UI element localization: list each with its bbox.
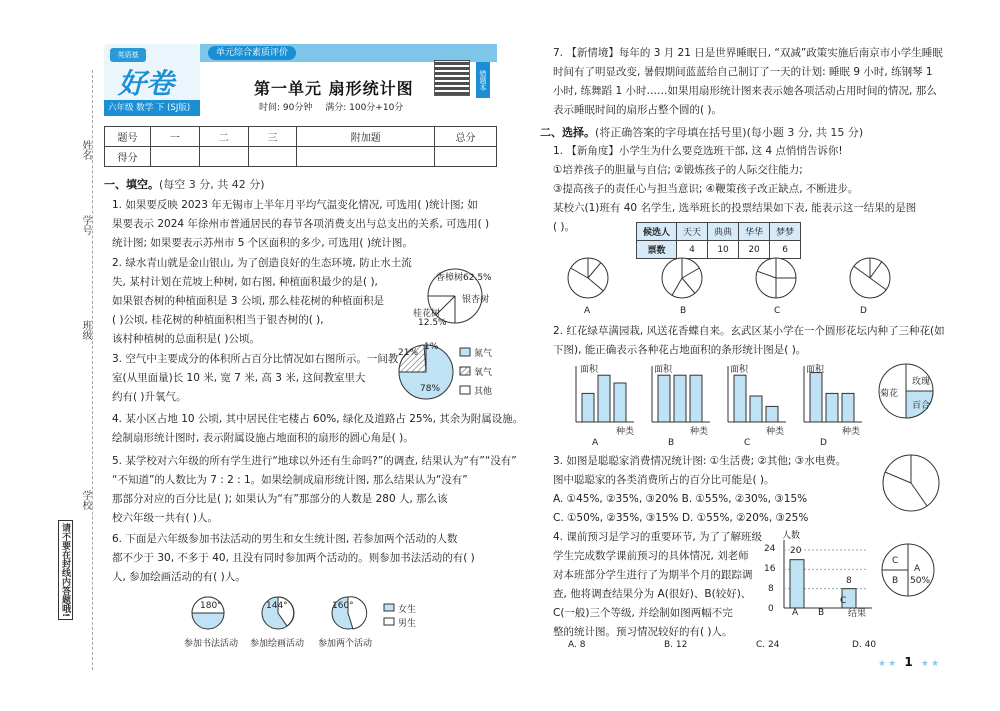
bar-ylabel: 面积 <box>730 365 749 375</box>
choice-3 <box>553 452 846 528</box>
score-value-row <box>105 147 497 167</box>
question-line: 都不少于 30, 不多于 40, 且没有同时参加两个活动的。则参加书法活动的有( ) <box>112 552 475 564</box>
strip-label: 单元综合素质评价 <box>208 46 296 60</box>
option-letter: D <box>860 306 867 316</box>
question-line: 4. 某小区占地 10 公顷, 其中居民住宅楼占 60%, 绿化及道路占 25%, 其余为附属设施。 <box>112 413 524 425</box>
question-line: 人, 参加绘画活动的有( )人。 <box>112 571 246 583</box>
bar <box>582 393 594 422</box>
question-5 <box>112 452 517 528</box>
vote-cell: 天天 <box>677 223 708 241</box>
legend-swatch <box>460 367 470 375</box>
bar <box>790 560 804 608</box>
vote-cell: 10 <box>708 241 739 259</box>
pie-label: 50% <box>910 576 931 586</box>
question-line: 该村种植树的总面积是( )公顷。 <box>112 333 261 345</box>
brand-name: 好卷 <box>118 67 175 100</box>
x-tick: C <box>840 596 847 606</box>
question-line: ( )公顷, 桂花树的种植面积相当于银杏树的( ), <box>112 314 324 326</box>
y-tick: 16 <box>764 564 776 574</box>
pie-label: 12.5% <box>418 318 447 328</box>
question-line: 约有( )升氧气。 <box>112 391 187 403</box>
question-line: 那部分对应的百分比是( ); 如果认为“有”那部分的人数是 280 人, 那么该 <box>112 493 448 505</box>
bar <box>598 375 610 422</box>
legend-swatch <box>460 386 470 394</box>
vote-cell: 候选人 <box>637 223 677 241</box>
vote-cell: 4 <box>677 241 708 259</box>
question-line: 2. 绿水青山就是金山银山, 为了创造良好的生态环境, 防止水土流 <box>112 257 412 269</box>
data-label: 20 <box>790 546 802 556</box>
pie-label: 78% <box>420 384 441 394</box>
bar-ylabel: 面积 <box>806 365 825 375</box>
question-line: 1. 【新角度】小学生为什么要竞选班干部, 这 4 点悄悄告诉你! <box>553 145 843 157</box>
full-score-label: 满分: 100分+10分 <box>325 103 404 113</box>
vote-table <box>636 222 801 259</box>
question-line: C. ①50%, ②35%, ③15% D. ①55%, ②20%, ③25% <box>553 512 809 524</box>
vote-cell: 华华 <box>739 223 770 241</box>
margin-class-label: 班级 <box>80 320 91 340</box>
margin-id-label: 学号 <box>80 215 91 235</box>
score-input-cell[interactable] <box>199 147 248 167</box>
bar-ylabel: 面积 <box>580 365 599 375</box>
vote-cell: 票数 <box>637 241 677 259</box>
question-line: 下图), 能正确表示各种花占地面积的条形统计图是( )。 <box>553 344 807 356</box>
question-2 <box>112 254 412 349</box>
choice-4 <box>553 528 762 642</box>
question-line: 3. 如图是聪聪家消费情况统计图: ①生活费; ②其他; ③水电费。 <box>553 455 847 467</box>
legend-swatch <box>460 348 470 356</box>
question-line: 时间有了明显改变, 暑假期间蓝蓝给自己制订了一天的计划: 睡眠 9 小时, 练钢琴 1 <box>553 66 933 78</box>
question-line: 对本班部分学生进行了为期半个月的跟踪调 <box>553 569 753 581</box>
question-line: 室(从里面量)长 10 米, 宽 7 米, 高 3 米, 这间教室里大 <box>112 372 366 384</box>
brand-block <box>104 44 200 116</box>
angle-label: 160° <box>332 601 354 611</box>
legend-swatch <box>384 604 394 611</box>
vote-cell: 6 <box>770 241 801 259</box>
question-line: 4. 课前预习是学习的重要环节, 为了了解班级 <box>553 531 763 543</box>
pie-label: 百合 <box>912 401 931 411</box>
pie-label: C <box>892 556 899 566</box>
vote-cell: 梦梦 <box>770 223 801 241</box>
y-tick: 8 <box>768 584 774 594</box>
option-letter: C <box>774 306 781 316</box>
question-line: 表示睡眠时间的扇形占整个圆的( )。 <box>553 104 723 116</box>
option-text: C. 24 <box>756 640 780 650</box>
activity-caption: 参加书法活动 <box>184 639 239 649</box>
score-input-cell[interactable] <box>248 147 297 167</box>
bar <box>750 396 762 422</box>
qr-code <box>434 60 470 96</box>
activity-caption: 参加两个活动 <box>318 639 373 649</box>
choice-2 <box>553 322 945 360</box>
margin-school-label: 学校 <box>80 490 91 510</box>
section-title-text: 一、填空。 <box>104 178 159 191</box>
question-line: 失, 某村计划在荒坡上种树, 如右图, 种植面积最少的是( ), <box>112 276 378 288</box>
bar <box>690 375 702 422</box>
bar <box>810 373 822 422</box>
vote-cell: 典典 <box>708 223 739 241</box>
legend-swatch <box>384 618 394 625</box>
data-label: 8 <box>846 576 852 586</box>
question-line: 绘制扇形统计图时, 表示附属设施占地面积的扇形的圆心角是( )。 <box>112 432 414 444</box>
margin-warning: 请不要在封线内答题哦! <box>58 520 73 620</box>
page-title: 第一单元 扇形统计图 <box>254 79 414 98</box>
question-line: ③提高孩子的责任心与担当意识; ④鞭策孩子改正缺点, 不断进步。 <box>553 183 859 195</box>
score-input-cell[interactable] <box>297 147 435 167</box>
question-1 <box>112 196 489 253</box>
section-note: (每空 3 分, 共 42 分) <box>159 178 265 191</box>
vote-header-row <box>637 223 801 241</box>
question-line: ①培养孩子的胆量与自信; ②锻炼孩子的人际交往能力; <box>553 164 803 176</box>
bar-xlabel: 种类 <box>842 427 861 437</box>
question-line: 学生完成数学课前预习的具体情况, 刘老师 <box>553 550 749 562</box>
question-line: 整的统计图。预习情况较好的有( )人。 <box>553 626 733 638</box>
question-line: 1. 如果要反映 2023 年无锡市上半年月平均气温变化情况, 可选用( )统计图; 如 <box>112 199 478 211</box>
option-letter: D <box>820 438 827 448</box>
question-line: “不知道”的人数比为 7 : 2 : 1。如果绘制成扇形统计图, 那么结果认为“没有” <box>112 474 468 486</box>
score-input-cell[interactable] <box>151 147 200 167</box>
question-3 <box>112 350 398 407</box>
option-letter: A <box>584 306 591 316</box>
question-line: 图中聪聪家的各类消费所占的百分比可能是( )。 <box>553 474 775 486</box>
bar <box>842 393 854 422</box>
question-line: 某校六(1)班有 40 名学生, 选举班长的投票结果如下表, 能表示这一结果的是图 <box>553 202 917 214</box>
section-title-text: 二、选择。 <box>540 126 595 139</box>
y-tick: 24 <box>764 544 776 554</box>
bar <box>766 406 778 422</box>
question-line: 小时, 练舞蹈 1 小时……如果用扇形统计图来表示她各项活动占用时间的情况, 那么 <box>553 85 937 97</box>
star-icon: ★★ <box>920 659 942 669</box>
option-text: D. 40 <box>852 640 877 650</box>
section-choice-title <box>540 124 863 140</box>
option-letter: A <box>592 438 599 448</box>
score-cell: 得分 <box>105 147 151 167</box>
bar <box>614 383 626 422</box>
score-cell: 附加题 <box>297 127 435 147</box>
exam-banner <box>104 44 497 116</box>
pie-label: 银杏树 <box>462 295 490 305</box>
question-line: A. ①45%, ②35%, ③20% B. ①55%, ②30%, ③15% <box>553 493 808 505</box>
bar <box>826 393 838 422</box>
page-number <box>878 655 941 669</box>
question-line: 5. 某学校对六年级的所有学生进行“地球以外还有生命吗?”的调查, 结果认为“有”“没有” <box>112 455 517 467</box>
preview-pie-chart <box>880 540 940 600</box>
question-4 <box>112 410 523 448</box>
section-note: (将正确答案的字母填在括号里)(每小题 3 分, 共 15 分) <box>595 126 864 139</box>
x-tick: A <box>792 608 799 618</box>
question-line: 6. 下面是六年级参加书法活动的男生和女生统计图, 若参加两个活动的人数 <box>112 533 458 545</box>
star-icon: ★★ <box>878 659 899 669</box>
question-line: 3. 空气中主要成分的体积所占百分比情况如右图所示。一间教 <box>112 353 399 365</box>
option-letter: B <box>668 438 675 448</box>
question-6 <box>112 530 475 587</box>
pie-label: 21% <box>398 348 419 358</box>
angle-label: 180° <box>200 601 222 611</box>
y-tick: 0 <box>768 604 774 614</box>
binding-line <box>92 70 93 670</box>
angle-label: 144° <box>266 601 288 611</box>
activity-caption: 参加绘画活动 <box>250 639 305 649</box>
pie-label: 1% <box>424 342 439 352</box>
bar <box>734 375 746 422</box>
section-fill-title <box>104 176 265 192</box>
legend-label: 男生 <box>398 619 417 629</box>
pie-label: 香樟树62.5% <box>436 273 492 283</box>
question-line: 统计图; 如果要表示苏州市 5 个区面积的多少, 可选用( )统计图。 <box>112 237 413 249</box>
page-number-text: 1 <box>904 655 915 669</box>
question-7 <box>553 44 943 120</box>
score-cell: 三 <box>248 127 297 147</box>
score-input-cell[interactable] <box>435 147 497 167</box>
bar-xlabel: 种类 <box>616 427 635 437</box>
legend-label: 其他 <box>474 387 493 397</box>
bar-xlabel: 结果 <box>848 609 867 619</box>
question-line: 7. 【新情境】每年的 3 月 21 日是世界睡眠日, “双减”政策实施后南京市小学生睡眠 <box>553 47 943 59</box>
bar <box>674 375 686 422</box>
bar-ylabel: 面积 <box>654 365 673 375</box>
question-line: 如果银杏树的种植面积是 3 公顷, 那么桂花树的种植面积是 <box>112 295 385 307</box>
bar <box>658 375 670 422</box>
x-tick: B <box>818 608 825 618</box>
option-text: A. 8 <box>568 640 586 650</box>
option-letter: B <box>680 306 687 316</box>
legend-label: 氧气 <box>474 368 493 378</box>
activity-legend <box>384 604 396 634</box>
score-cell: 总分 <box>435 127 497 147</box>
option-letter: C <box>744 438 751 448</box>
bar-xlabel: 种类 <box>690 427 709 437</box>
choice1-pie-options <box>566 256 906 306</box>
margin-name-label: 姓名 <box>80 140 91 160</box>
time-label: 时间: 90分钟 <box>259 103 313 113</box>
question-line: 果要表示 2024 年徐州市普通居民的春节各项消费支出与总支出的关系, 可选用( ) <box>112 218 490 230</box>
score-table <box>104 126 497 167</box>
legend-label: 女生 <box>398 605 417 615</box>
score-header-row <box>105 127 497 147</box>
score-cell: 二 <box>199 127 248 147</box>
question-line: 2. 红花绿草满园栽, 风送花香蝶自来。玄武区某小学在一个圆形花坛内种了三种花(如 <box>553 325 945 337</box>
option-text: B. 12 <box>664 640 688 650</box>
bar-ylabel: 人数 <box>782 531 801 541</box>
pie-label: A <box>914 564 921 574</box>
exam-info <box>259 100 403 113</box>
question-line: 查, 他将调查结果分为 A(很好)、B(较好)、 <box>553 588 752 600</box>
spending-pie-chart <box>880 452 942 514</box>
question-line: C(一般)三个等级, 并绘制如图两幅不完 <box>553 607 733 619</box>
question-line: ( )。 <box>553 221 576 233</box>
bar-xlabel: 种类 <box>766 427 785 437</box>
grade-label: 六年级 数学 下 (SJ版) <box>104 100 200 116</box>
vote-cell: 20 <box>739 241 770 259</box>
pie-label: B <box>892 576 899 586</box>
pie-label: 菊花 <box>880 389 899 399</box>
score-cell: 一 <box>151 127 200 147</box>
legend-label: 氮气 <box>474 349 493 359</box>
pie-label: 桂花树 <box>413 309 441 319</box>
brand-logo: 英语基 <box>110 48 146 62</box>
question-line: 校六年级一共有( )人。 <box>112 512 219 524</box>
score-cell: 题号 <box>105 127 151 147</box>
qr-side-label: 错题本 <box>476 62 490 98</box>
pie-label: 玫瑰 <box>912 377 931 387</box>
